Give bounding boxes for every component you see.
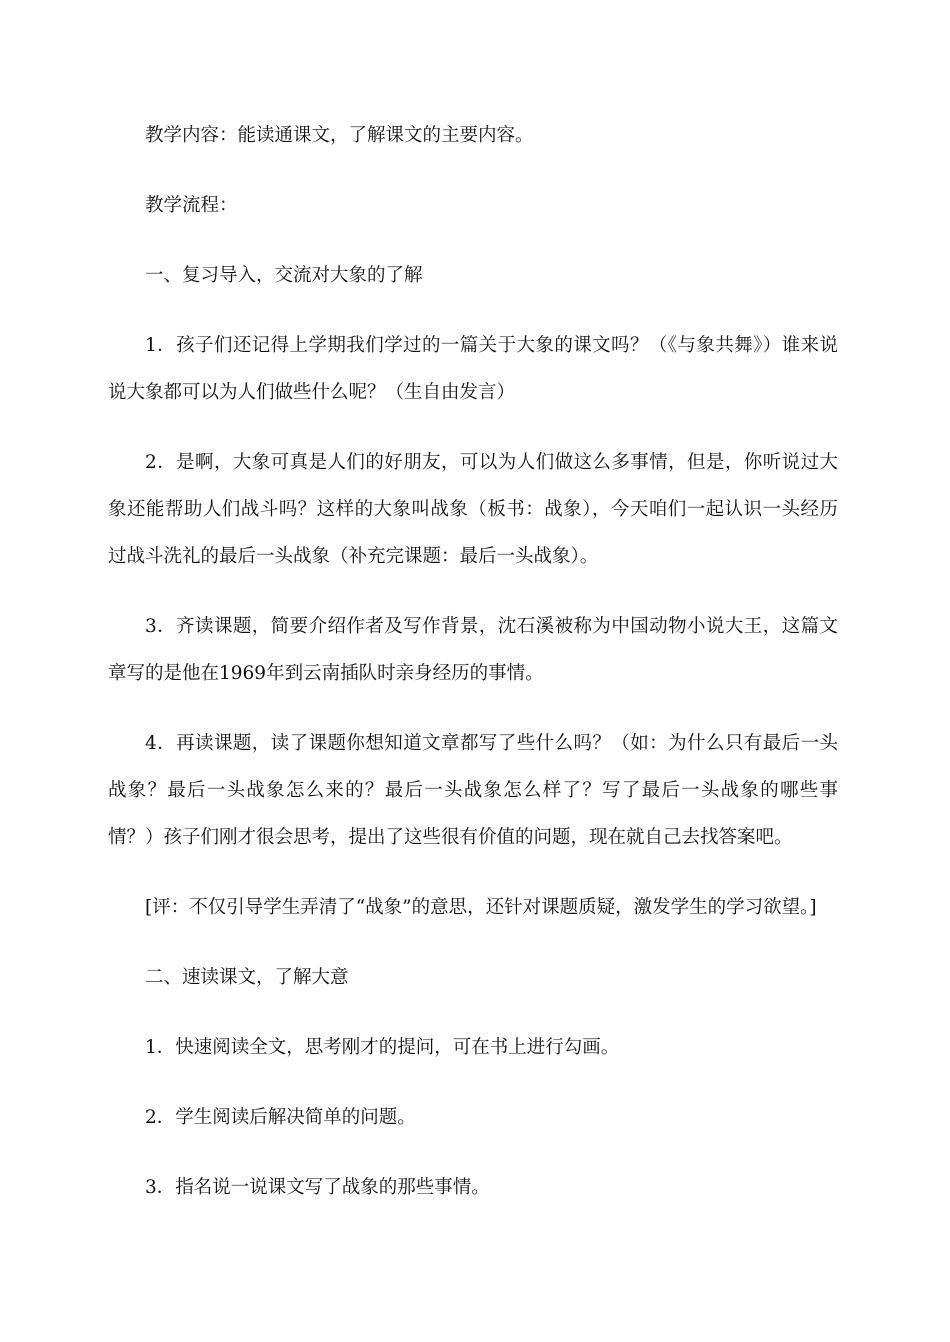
teaching-content: 教学内容：能读通课文，了解课文的主要内容。 (145, 125, 534, 146)
section-one-heading: 一、复习导入，交流对大象的了解 (145, 265, 423, 286)
section-one-item-4: 4．再读课题，读了课题你想知道文章都写了些什么吗？（如：为什么只有最后一头战象？最后一头战象怎么来的？最后一头战象怎么样了？写了最后一头战象的哪些事情？）孩子们刚才很会思考，提出了这些很有价值的问题，现在就自己去找答案吧。 (108, 733, 838, 848)
section-one-item-1: 1．孩子们还记得上学期我们学过的一篇关于大象的课文吗？（《与象共舞》）谁来说说大象都可以为人们做些什么呢？（生自由发言） (108, 335, 838, 403)
document-page (108, 112, 838, 1234)
section-two-heading: 二、速读课文，了解大意 (145, 967, 349, 988)
section-two-item-2: 2．学生阅读后解决简单的问题。 (145, 1107, 416, 1128)
section-two-item-1: 1．快速阅读全文，思考刚才的提问，可在书上进行勾画。 (145, 1037, 620, 1058)
section-two-item-3: 3．指名说一说课文写了战象的那些事情。 (145, 1177, 490, 1198)
teaching-process-heading: 教学流程： (145, 195, 238, 216)
section-one-item-3: 3．齐读课题，简要介绍作者及写作背景，沈石溪被称为中国动物小说大王，这篇文章写的是他在1969年到云南插队时亲身经历的事情。 (108, 616, 838, 684)
section-one-item-2: 2．是啊，大象可真是人们的好朋友，可以为人们做这么多事情，但是，你听说过大象还能帮助人们战斗吗？这样的大象叫战象（板书：战象），今天咱们一起认识一头经历过战斗洗礼的最后一头战象（补充完课题：最后一头战象）。 (108, 452, 838, 567)
comment-note: [评：不仅引导学生弄清了“战象”的意思，还针对课题质疑，激发学生的学习欲望。] (145, 897, 817, 918)
